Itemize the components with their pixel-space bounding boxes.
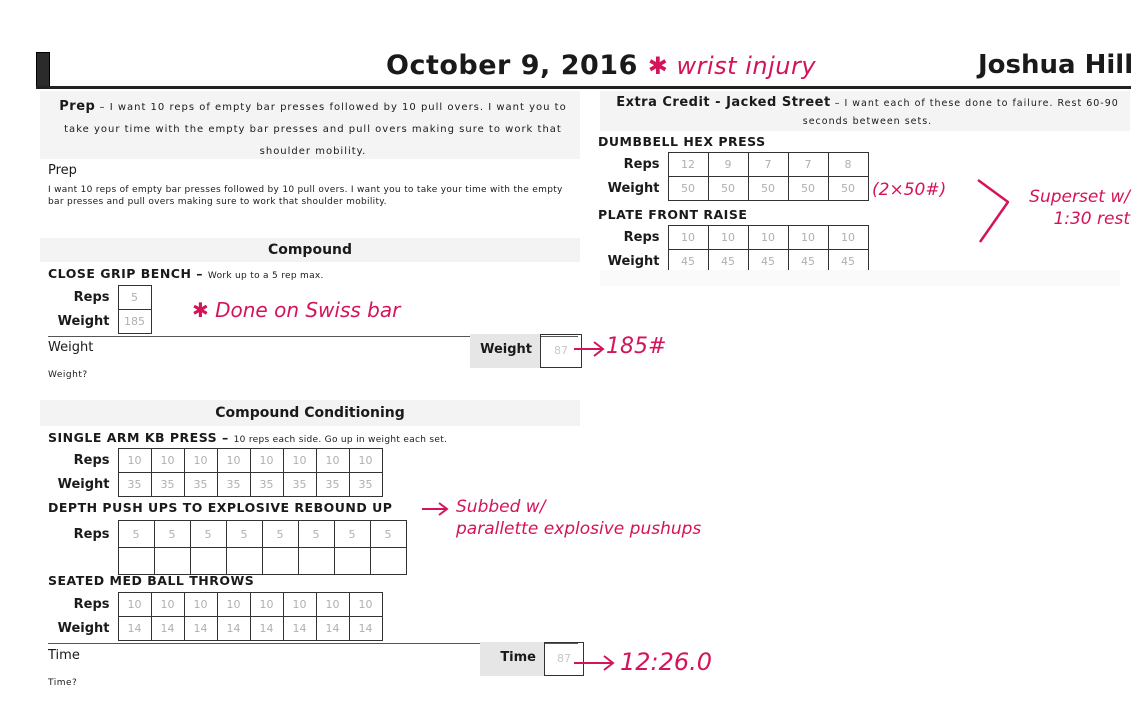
reps-row — [598, 153, 868, 177]
reps-cell[interactable]: 10 — [250, 593, 283, 617]
weight-cell[interactable]: 35 — [283, 473, 316, 497]
reps-label: Reps — [73, 526, 110, 542]
reps-cell[interactable]: 5 — [298, 521, 334, 548]
faded-band — [600, 270, 1120, 286]
empty-cell[interactable] — [370, 548, 406, 575]
conditioning-log-question: Time? — [48, 678, 78, 688]
weight-cell[interactable]: 50 — [668, 177, 708, 201]
reps-cell[interactable]: 9 — [708, 153, 748, 177]
empty-row — [48, 548, 406, 575]
weight-cell[interactable]: 35 — [118, 473, 151, 497]
reps-cell[interactable]: 10 — [184, 593, 217, 617]
reps-cell[interactable]: 10 — [118, 593, 151, 617]
reps-cell[interactable]: 10 — [250, 449, 283, 473]
annotation-line: 1:30 rest — [1053, 209, 1130, 229]
reps-label: Reps — [623, 157, 660, 172]
athlete-name: Joshua Hill — [978, 50, 1134, 80]
reps-row — [48, 286, 151, 310]
page-marker — [36, 52, 50, 88]
reps-cell[interactable]: 5 — [262, 521, 298, 548]
weight-label: Weight — [57, 477, 110, 492]
empty-cell[interactable] — [334, 548, 370, 575]
reps-label: Reps — [623, 230, 660, 245]
reps-cell[interactable]: 10 — [349, 593, 382, 617]
weight-cell[interactable]: 14 — [283, 617, 316, 641]
close-grip-bench-table — [48, 285, 152, 334]
empty-cell[interactable] — [190, 548, 226, 575]
weight-label: Weight — [57, 621, 110, 636]
annotation-line: Superset w/ — [1029, 187, 1130, 207]
reps-cell[interactable]: 5 — [226, 521, 262, 548]
reps-cell[interactable]: 10 — [184, 449, 217, 473]
reps-row — [48, 521, 406, 548]
workout-date: October 9, 2016 — [386, 50, 638, 81]
reps-cell[interactable]: 10 — [748, 226, 788, 250]
weight-cell[interactable]: 45 — [668, 250, 708, 274]
reps-cell[interactable]: 10 — [788, 226, 828, 250]
weight-label: Weight — [57, 314, 110, 329]
compound-log-question: Weight? — [48, 370, 88, 380]
weight-label: Weight — [607, 181, 660, 196]
extra-credit-title: Extra Credit - Jacked Street — [616, 95, 831, 110]
reps-row — [48, 593, 382, 617]
prep-instructions: I want 10 reps of empty bar presses followed by 10 pull overs. I want you to take your time with the empty bar presses and pull overs making sure to work that shoulder mobility. — [64, 102, 567, 157]
front-raise-title: PLATE FRONT RAISE — [598, 207, 748, 222]
hex-press-annotation: (2×50#) — [872, 180, 947, 200]
empty-label — [48, 548, 118, 575]
weight-row — [48, 310, 151, 334]
reps-cell[interactable]: 10 — [316, 593, 349, 617]
reps-label: Reps — [73, 290, 110, 305]
compound-log-box-label: Weight — [470, 334, 540, 368]
compound-log-value[interactable]: 87 — [540, 334, 582, 368]
weight-cell[interactable]: 35 — [316, 473, 349, 497]
weight-cell[interactable]: 35 — [151, 473, 184, 497]
weight-cell[interactable]: 50 — [788, 177, 828, 201]
hex-press-title: DUMBBELL HEX PRESS — [598, 134, 766, 149]
reps-cell[interactable]: 8 — [828, 153, 868, 177]
prep-title: Prep — [59, 99, 96, 114]
conditioning-log-label: Time — [48, 648, 80, 663]
med-ball-title: SEATED MED BALL THROWS — [48, 573, 255, 588]
exercise-note: 10 reps each side. Go up in weight each set. — [233, 435, 448, 445]
prep-header: Prep – I want 10 reps of empty bar presses followed by 10 pull overs. I want you to take your time with the empty bar presses and pull overs making sure to work that shoulder mobility. — [59, 99, 567, 157]
reps-cell[interactable]: 10 — [283, 449, 316, 473]
weight-cell[interactable]: 35 — [217, 473, 250, 497]
reps-cell[interactable]: 7 — [788, 153, 828, 177]
conditioning-log-box-label: Time — [480, 642, 544, 676]
weight-cell[interactable]: 45 — [788, 250, 828, 274]
reps-cell[interactable]: 10 — [217, 449, 250, 473]
kb-press-table — [48, 448, 383, 497]
depth-push-table — [48, 520, 407, 575]
compound-log-label: Weight — [48, 340, 94, 355]
reps-cell[interactable]: 10 — [217, 593, 250, 617]
depth-push-annotation — [456, 496, 701, 540]
prep-subtitle: Prep — [48, 163, 77, 178]
annotation-line: Subbed w/ — [456, 497, 546, 517]
date-annotation: ✱ wrist injury — [647, 52, 817, 80]
exercise-name: SINGLE ARM KB PRESS — [48, 430, 218, 445]
weight-cell[interactable]: 45 — [708, 250, 748, 274]
page-title — [386, 50, 816, 81]
extra-credit-header: Extra Credit - Jacked Street – I want each of these done to failure. Rest 60-90 seconds between sets. — [616, 95, 1119, 127]
weight-cell[interactable]: 14 — [217, 617, 250, 641]
weight-cell[interactable]: 35 — [184, 473, 217, 497]
exercise-note: Work up to a 5 rep max. — [207, 271, 324, 281]
reps-cell[interactable]: 5 — [118, 521, 154, 548]
reps-cell[interactable]: 10 — [118, 449, 151, 473]
reps-cell[interactable]: 5 — [334, 521, 370, 548]
depth-push-title: DEPTH PUSH UPS TO EXPLOSIVE REBOUND UP — [48, 500, 393, 515]
weight-cell[interactable]: 45 — [828, 250, 868, 274]
close-grip-bench-title: CLOSE GRIP BENCH – Work up to a 5 rep max. — [48, 266, 324, 281]
reps-cell[interactable]: 10 — [316, 449, 349, 473]
med-ball-table — [48, 592, 383, 641]
reps-cell[interactable]: 10 — [349, 449, 382, 473]
weight-cell[interactable]: 185 — [118, 310, 151, 334]
chevron-right-icon — [974, 176, 1014, 246]
weight-cell[interactable]: 50 — [748, 177, 788, 201]
compound-section-title: Compound — [267, 242, 353, 258]
weight-cell[interactable]: 45 — [748, 250, 788, 274]
conditioning-section-title: Compound Conditioning — [215, 405, 405, 421]
hex-press-table — [598, 152, 869, 201]
empty-cell[interactable] — [298, 548, 334, 575]
empty-cell[interactable] — [118, 548, 154, 575]
reps-cell[interactable]: 5 — [190, 521, 226, 548]
header-divider — [36, 86, 1131, 89]
extra-credit-instructions: I want each of these done to failure. Rest 60-90 seconds between sets. — [802, 98, 1119, 127]
reps-label: Reps — [73, 453, 110, 468]
reps-cell[interactable]: 10 — [151, 449, 184, 473]
weight-row — [48, 473, 382, 497]
kb-press-title: SINGLE ARM KB PRESS – 10 reps each side. Go up in weight each set. — [48, 430, 448, 445]
weight-cell[interactable]: 50 — [828, 177, 868, 201]
reps-cell[interactable]: 5 — [154, 521, 190, 548]
reps-cell[interactable]: 5 — [370, 521, 406, 548]
empty-cell[interactable] — [262, 548, 298, 575]
weight-cell[interactable]: 35 — [349, 473, 382, 497]
reps-cell[interactable]: 10 — [151, 593, 184, 617]
weight-cell[interactable]: 35 — [250, 473, 283, 497]
reps-row — [48, 449, 382, 473]
conditioning-log-value[interactable]: 87 — [544, 642, 584, 676]
arrow-right-icon — [572, 338, 606, 360]
reps-cell[interactable]: 10 — [708, 226, 748, 250]
weight-cell[interactable]: 14 — [118, 617, 151, 641]
weight-cell[interactable]: 14 — [349, 617, 382, 641]
arrow-right-icon — [420, 500, 452, 518]
arrow-right-icon — [572, 652, 616, 674]
weight-cell[interactable]: 50 — [708, 177, 748, 201]
reps-cell[interactable]: 7 — [748, 153, 788, 177]
front-raise-table — [598, 225, 869, 274]
exercise-name: CLOSE GRIP BENCH — [48, 266, 192, 281]
empty-cell[interactable] — [226, 548, 262, 575]
weight-cell[interactable]: 14 — [250, 617, 283, 641]
weight-row — [48, 617, 382, 641]
superset-annotation — [1012, 186, 1130, 230]
swiss-bar-annotation: ✱ Done on Swiss bar — [192, 298, 401, 322]
annotation-line: parallette explosive pushups — [456, 519, 702, 539]
prep-description: I want 10 reps of empty bar presses followed by 10 pull overs. I want you to take your time with the empty bar presses and pull overs making sure to work that shoulder mobility. — [48, 185, 563, 207]
conditioning-log-annotation: 12:26.0 — [620, 648, 713, 676]
weight-row — [598, 177, 868, 201]
reps-cell[interactable]: 10 — [828, 226, 868, 250]
reps-cell[interactable]: 12 — [668, 153, 708, 177]
reps-cell[interactable]: 5 — [118, 286, 151, 310]
compound-log-annotation: 185# — [606, 334, 667, 359]
weight-cell[interactable]: 14 — [151, 617, 184, 641]
empty-cell[interactable] — [154, 548, 190, 575]
weight-label: Weight — [607, 254, 660, 269]
weight-cell[interactable]: 14 — [184, 617, 217, 641]
reps-label: Reps — [73, 597, 110, 612]
reps-cell[interactable]: 10 — [283, 593, 316, 617]
reps-cell[interactable]: 10 — [668, 226, 708, 250]
weight-cell[interactable]: 14 — [316, 617, 349, 641]
reps-row — [598, 226, 868, 250]
